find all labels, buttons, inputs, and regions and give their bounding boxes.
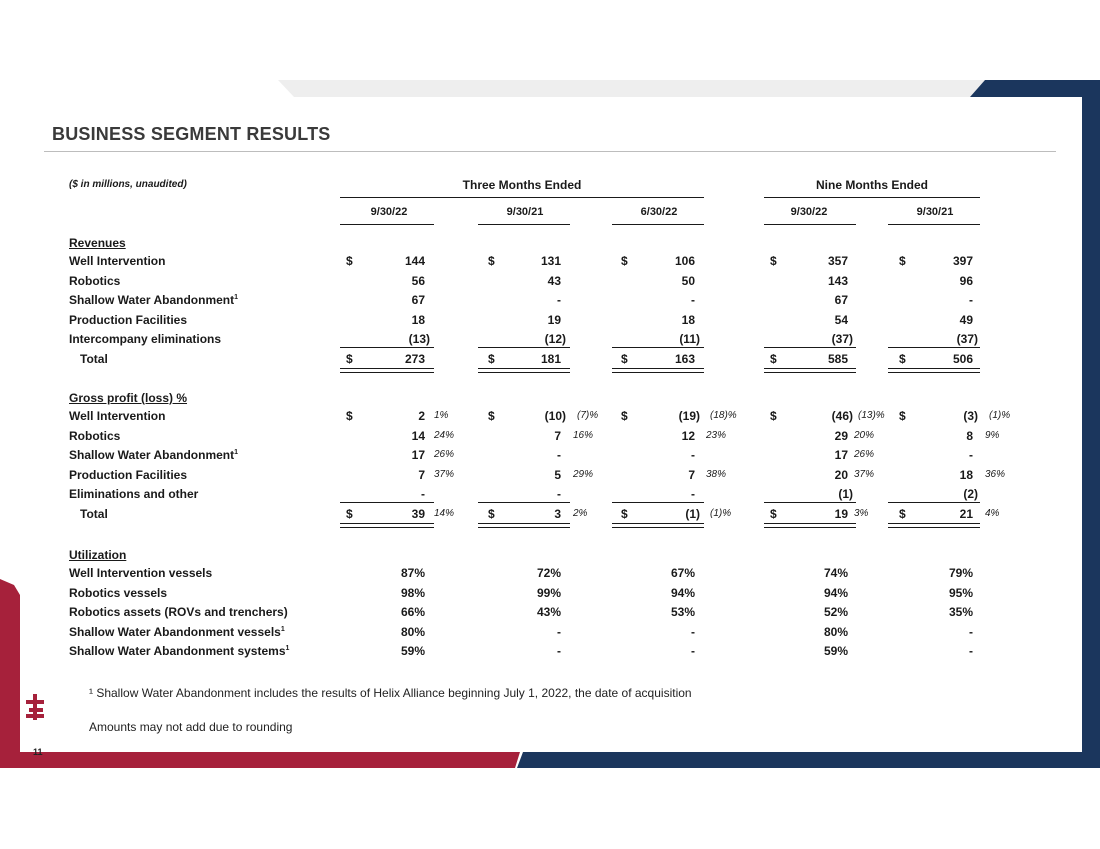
- total-double-rule: [340, 523, 434, 528]
- table-cell: 585: [827, 351, 848, 366]
- table-cell: (19): [678, 409, 700, 423]
- currency-symbol: $: [899, 254, 906, 268]
- table-cell: 39: [411, 506, 425, 521]
- table-cell: 94%: [670, 585, 695, 600]
- margin-percent: 3%: [854, 507, 869, 519]
- currency-symbol: $: [899, 506, 906, 521]
- table-cell: (37): [831, 332, 853, 346]
- margin-percent: (18)%: [710, 410, 737, 421]
- subtotal-rule: [612, 502, 704, 503]
- row-label-text: Shallow Water Abandonment: [69, 448, 235, 462]
- table-cell: (13): [408, 332, 430, 346]
- currency-symbol: $: [346, 506, 353, 521]
- row-label: [80, 352, 108, 366]
- table-cell: 80%: [823, 624, 848, 639]
- table-cell: 50: [681, 273, 695, 288]
- total-double-rule: [612, 368, 704, 373]
- table-cell: 18: [681, 312, 695, 327]
- table-cell: 59%: [400, 644, 425, 658]
- table-cell: 53%: [670, 605, 695, 619]
- margin-percent: 9%: [985, 429, 1000, 441]
- total-double-rule: [340, 368, 434, 373]
- table-cell: 56: [411, 273, 425, 288]
- column-header-rule: [888, 224, 980, 225]
- row-label-text: Total: [80, 506, 108, 521]
- table-cell: 7: [418, 467, 425, 482]
- group-rule-nine-months: [764, 197, 980, 198]
- table-cell: (37): [956, 332, 978, 346]
- total-double-rule: [478, 368, 570, 373]
- table-cell: 54: [834, 312, 848, 327]
- column-header: 9/30/22: [370, 206, 408, 218]
- row-label-text: Shallow Water Abandonment systems: [69, 644, 286, 658]
- row-label: [69, 586, 167, 600]
- table-cell: -: [691, 644, 695, 658]
- footnote-marker: 1: [280, 625, 285, 633]
- subtotal-rule: [612, 347, 704, 348]
- table-cell: 94%: [823, 585, 848, 600]
- table-cell: 72%: [536, 566, 561, 580]
- right-navy-frame: [970, 80, 1100, 768]
- table-cell: 67%: [670, 566, 695, 580]
- column-header: 9/30/21: [916, 206, 954, 218]
- table-cell: 67: [834, 293, 848, 307]
- table-cell: 18: [959, 467, 973, 482]
- table-cell: 2: [418, 409, 425, 423]
- row-label: [69, 468, 187, 482]
- margin-percent: 2%: [573, 507, 588, 519]
- subtotal-rule: [340, 347, 434, 348]
- currency-symbol: $: [621, 351, 628, 366]
- table-cell: 357: [827, 254, 848, 268]
- row-label-text: Robotics vessels: [69, 585, 168, 600]
- margin-percent: 38%: [706, 468, 727, 480]
- table-cell: 95%: [948, 585, 973, 600]
- column-header-rule: [478, 224, 570, 225]
- currency-symbol: $: [621, 506, 628, 521]
- margin-percent: 4%: [985, 507, 1000, 519]
- footnote: ¹ Shallow Water Abandonment includes the results of Helix Alliance beginning July 1, 2022, the date of acquisition: [89, 686, 692, 700]
- margin-percent: 29%: [573, 468, 594, 480]
- group-rule-three-months: [340, 197, 704, 198]
- currency-symbol: $: [770, 409, 777, 423]
- currency-symbol: $: [770, 506, 777, 521]
- row-label-text: Intercompany eliminations: [69, 332, 222, 346]
- table-cell: 35%: [948, 605, 973, 619]
- table-cell: 43%: [536, 605, 561, 619]
- row-label: [69, 313, 187, 327]
- currency-symbol: $: [621, 254, 628, 268]
- row-label: [69, 409, 165, 423]
- table-cell: -: [557, 487, 561, 501]
- group-header-three-months: Three Months Ended: [462, 178, 582, 192]
- table-cell: 14: [411, 428, 425, 443]
- table-cell: 181: [540, 351, 561, 366]
- table-cell: 43: [547, 273, 561, 288]
- subtotal-rule: [764, 502, 856, 503]
- table-cell: -: [557, 448, 561, 462]
- margin-percent: 26%: [434, 449, 455, 460]
- currency-symbol: $: [770, 254, 777, 268]
- row-label-text: Robotics: [69, 273, 121, 288]
- currency-symbol: $: [899, 351, 906, 366]
- table-cell: 273: [404, 351, 425, 366]
- row-label: [69, 605, 288, 619]
- currency-symbol: $: [488, 254, 495, 268]
- table-cell: 397: [952, 254, 973, 268]
- row-label: [69, 274, 120, 288]
- table-cell: 7: [554, 428, 561, 443]
- table-cell: 21: [959, 506, 973, 521]
- table-cell: -: [691, 448, 695, 462]
- table-cell: -: [969, 293, 973, 307]
- column-header: 9/30/22: [790, 206, 828, 218]
- row-label: [80, 507, 108, 521]
- table-cell: (12): [544, 332, 566, 346]
- margin-percent: (1)%: [989, 410, 1011, 421]
- currency-symbol: $: [488, 506, 495, 521]
- total-double-rule: [888, 368, 980, 373]
- column-header-rule: [764, 224, 856, 225]
- column-header-rule: [612, 224, 704, 225]
- table-cell: -: [969, 644, 973, 658]
- table-cell: 106: [674, 254, 695, 268]
- table-cell: 5: [554, 467, 561, 482]
- section-heading: Utilization: [69, 548, 127, 562]
- table-cell: (3): [963, 409, 978, 423]
- subtotal-rule: [478, 502, 570, 503]
- margin-percent: 26%: [854, 449, 875, 460]
- table-cell: 17: [411, 448, 425, 462]
- table-cell: 79%: [948, 566, 973, 580]
- column-header-rule: [340, 224, 434, 225]
- margin-percent: 36%: [985, 468, 1006, 480]
- column-header: 6/30/22: [640, 206, 678, 218]
- bottom-navy-band: [517, 752, 1082, 768]
- table-cell: 18: [411, 312, 425, 327]
- total-double-rule: [478, 523, 570, 528]
- table-cell: (46): [831, 409, 853, 423]
- table-cell: 80%: [400, 624, 425, 639]
- total-double-rule: [764, 368, 856, 373]
- table-cell: (1): [838, 487, 853, 501]
- footnote-marker: 1: [285, 645, 290, 652]
- table-cell: 96: [959, 273, 973, 288]
- currency-symbol: $: [899, 409, 906, 423]
- row-label: [69, 448, 238, 462]
- table-cell: -: [691, 487, 695, 501]
- page-title: BUSINESS SEGMENT RESULTS: [52, 124, 331, 144]
- column-header: 9/30/21: [506, 206, 544, 218]
- currency-symbol: $: [346, 351, 353, 366]
- footnote-marker: 1: [234, 449, 239, 456]
- total-double-rule: [764, 523, 856, 528]
- margin-percent: 20%: [854, 429, 875, 441]
- table-cell: 29: [834, 428, 848, 443]
- row-label: [69, 254, 165, 268]
- row-label-text: Robotics assets (ROVs and trenchers): [69, 605, 288, 619]
- row-label-text: Shallow Water Abandonment: [69, 293, 235, 307]
- margin-percent: 37%: [434, 468, 455, 480]
- table-cell: (2): [963, 487, 978, 501]
- subtotal-rule: [888, 347, 980, 348]
- total-double-rule: [612, 523, 704, 528]
- table-cell: 67: [411, 293, 425, 307]
- margin-percent: 14%: [434, 507, 455, 519]
- total-double-rule: [888, 523, 980, 528]
- row-label-text: Eliminations and other: [69, 487, 199, 501]
- table-cell: -: [557, 644, 561, 658]
- page-number: 11: [33, 747, 43, 757]
- table-cell: 52%: [823, 605, 848, 619]
- row-label-text: Well Intervention: [69, 409, 166, 423]
- company-logo: [26, 694, 44, 720]
- margin-percent: 1%: [434, 410, 449, 421]
- table-cell: -: [557, 624, 561, 639]
- subtotal-rule: [888, 502, 980, 503]
- table-cell: 98%: [400, 585, 425, 600]
- table-cell: 74%: [823, 566, 848, 580]
- title-divider: [44, 151, 1056, 152]
- table-cell: 144: [404, 254, 425, 268]
- margin-percent: 24%: [434, 429, 455, 441]
- margin-percent: (13)%: [858, 410, 885, 421]
- subtotal-rule: [764, 347, 856, 348]
- row-label: [69, 429, 120, 443]
- table-cell: 99%: [536, 585, 561, 600]
- table-cell: 17: [834, 448, 848, 462]
- table-cell: 19: [547, 312, 561, 327]
- table-cell: 19: [834, 506, 848, 521]
- table-cell: 143: [827, 273, 848, 288]
- group-header-nine-months: Nine Months Ended: [816, 178, 928, 192]
- row-label-text: Production Facilities: [69, 467, 188, 482]
- table-cell: -: [691, 624, 695, 639]
- subtotal-rule: [478, 347, 570, 348]
- table-cell: 7: [688, 467, 695, 482]
- subtotal-rule: [340, 502, 434, 503]
- table-cell: 163: [674, 351, 695, 366]
- table-cell: (10): [544, 409, 566, 423]
- table-cell: -: [421, 487, 425, 501]
- table-cell: -: [557, 293, 561, 307]
- row-label-text: Well Intervention vessels: [69, 566, 213, 580]
- rounding-note: Amounts may not add due to rounding: [89, 720, 293, 734]
- currency-symbol: $: [346, 409, 353, 423]
- table-cell: -: [969, 448, 973, 462]
- units-note: ($ in millions, unaudited): [69, 179, 187, 190]
- table-cell: 49: [959, 312, 973, 327]
- margin-percent: 23%: [706, 429, 727, 441]
- table-cell: 131: [540, 254, 561, 268]
- row-label: [69, 644, 289, 658]
- margin-percent: (7)%: [577, 410, 599, 421]
- table-cell: 66%: [400, 605, 425, 619]
- currency-symbol: $: [621, 409, 628, 423]
- row-label: [69, 332, 221, 346]
- margin-percent: 16%: [573, 429, 594, 441]
- row-label-text: Production Facilities: [69, 312, 188, 327]
- top-light-band: [278, 80, 985, 97]
- section-heading: Gross profit (loss) %: [69, 391, 188, 405]
- currency-symbol: $: [770, 351, 777, 366]
- table-cell: 87%: [400, 566, 425, 580]
- margin-percent: 37%: [854, 468, 875, 480]
- table-cell: (11): [679, 332, 700, 346]
- currency-symbol: $: [346, 254, 353, 268]
- table-cell: 12: [681, 428, 695, 443]
- table-cell: (1): [685, 506, 700, 521]
- table-cell: 20: [834, 467, 848, 482]
- table-cell: 506: [952, 351, 973, 366]
- currency-symbol: $: [488, 409, 495, 423]
- row-label-text: Well Intervention: [69, 254, 166, 268]
- row-label: [69, 293, 238, 307]
- section-heading: Revenues: [69, 236, 126, 250]
- table-cell: 3: [554, 506, 561, 521]
- table-cell: -: [969, 624, 973, 639]
- footnote-marker: 1: [234, 294, 239, 301]
- currency-symbol: $: [488, 351, 495, 366]
- table-cell: 59%: [823, 644, 848, 658]
- table-cell: 8: [966, 428, 973, 443]
- row-label: [69, 487, 198, 501]
- table-cell: -: [691, 293, 695, 307]
- row-label: [69, 566, 212, 580]
- row-label-text: Shallow Water Abandonment vessels: [69, 624, 281, 639]
- row-label-text: Total: [80, 351, 108, 366]
- row-label: [69, 625, 285, 639]
- row-label-text: Robotics: [69, 428, 121, 443]
- margin-percent: (1)%: [710, 507, 732, 519]
